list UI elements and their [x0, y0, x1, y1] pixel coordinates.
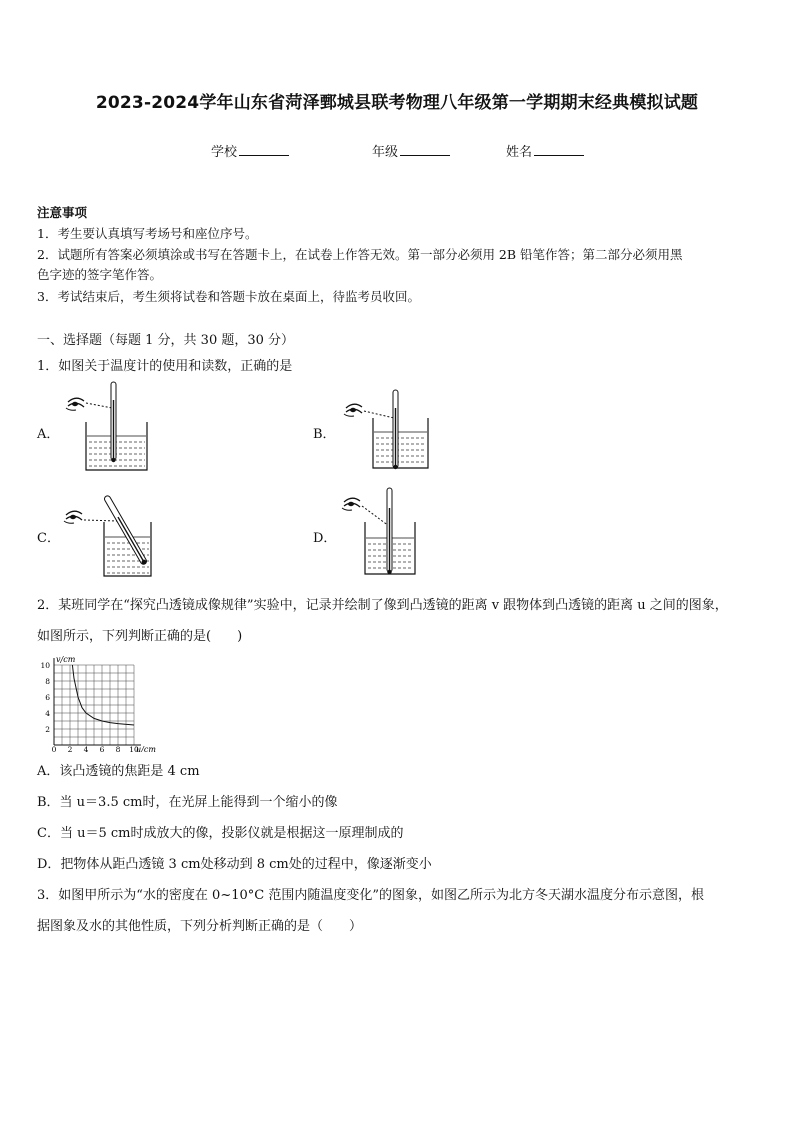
thermometer	[393, 390, 398, 469]
grade-field	[372, 141, 450, 160]
q2-option-b: B．当 u＝3.5 cm时，在光屏上能得到一个缩小的像	[37, 795, 338, 810]
eye-icon	[64, 511, 82, 523]
notice-item: 色字迹的签字笔作答。	[37, 267, 163, 282]
school-label: 学校	[211, 145, 238, 160]
name-blank	[534, 143, 584, 156]
name-field	[506, 141, 584, 160]
q3-stem-line2: 据图象及水的其他性质，下列分析判断正确的是（ ）	[37, 919, 363, 934]
eye-icon	[344, 404, 362, 416]
notice-heading: 注意事项	[37, 205, 88, 220]
notice-item: 3．考试结束后，考生须将试卷和答题卡放在桌面上，待监考员收回。	[37, 289, 420, 304]
eye-icon	[342, 498, 360, 510]
q3-stem-line1: 3．如图甲所示为“水的密度在 0~10°C 范围内随温度变化”的图象，如图乙所示为北方冬天湖水温度分布示意图，根	[37, 888, 704, 903]
thermometer	[387, 488, 392, 574]
beaker	[373, 418, 428, 468]
grade-blank	[400, 143, 450, 156]
q2-option-d: D．把物体从距凸透镜 3 cm处移动到 8 cm处的过程中，像逐渐变小	[37, 857, 432, 872]
q2-option-a: A．该凸透镜的焦距是 4 cm	[37, 764, 200, 779]
chart-xlabel: u/cm	[136, 745, 156, 752]
q2-chart	[36, 645, 161, 752]
q2-option-c: C．当 u＝5 cm时成放大的像，投影仪就是根据这一原理制成的	[37, 826, 404, 841]
eye-icon	[66, 398, 84, 410]
thermometer-figure-b	[340, 388, 440, 473]
q2-stem-line2: 如图所示，下列判断正确的是( )	[37, 629, 243, 644]
notice-item: 2．试题所有答案必须填涂或书写在答题卡上，在试卷上作答无效。第一部分必须用 2B 铅笔作答；第二部分必须用黑	[37, 247, 683, 262]
name-label: 姓名	[506, 145, 533, 160]
chart-x-tick-label: 4	[83, 745, 89, 752]
chart-series-curve	[72, 665, 134, 725]
q1-option-a-label: A．	[37, 427, 60, 442]
thermometer-figure-c	[60, 490, 160, 580]
chart-x-tick-label: 2	[67, 745, 73, 752]
chart-ylabel: v/cm	[56, 655, 76, 664]
q1-option-c-label: C．	[37, 531, 60, 546]
chart-x-tick-label: 6	[99, 745, 105, 752]
chart-y-tick-label: 8	[45, 677, 50, 686]
chart-x-tick-label: 10	[129, 745, 139, 752]
chart-y-tick-label: 6	[45, 693, 50, 702]
section-heading: 一、选择题（每题 1 分，共 30 题，30 分）	[37, 333, 295, 348]
chart-y-tick-label: 4	[45, 709, 50, 718]
chart-x-tick-label: 8	[115, 745, 121, 752]
exam-title: 2023-2024学年山东省菏泽鄄城县联考物理八年级第一学期期末经典模拟试题	[95, 93, 699, 113]
school-blank	[239, 143, 289, 156]
chart-y-tick-label: 2	[45, 725, 50, 734]
q1-stem: 1．如图关于温度计的使用和读数，正确的是	[37, 359, 293, 374]
school-field	[211, 141, 289, 160]
thermometer	[103, 495, 147, 566]
q2-stem-line1: 2．某班同学在“探究凸透镜成像规律”实验中，记录并绘制了像到凸透镜的距离 v 跟物体到凸透镜的距离 u 之间的图象，	[37, 598, 728, 613]
chart-x-tick-label: 0	[51, 745, 57, 752]
q1-option-d-label: D．	[313, 531, 337, 546]
grade-label: 年级	[372, 145, 399, 160]
thermometer-figure-a	[60, 378, 170, 473]
chart-y-tick-label: 10	[40, 661, 50, 670]
notice-item: 1．考生要认真填写考场号和座位序号。	[37, 226, 258, 241]
thermometer	[111, 382, 116, 462]
thermometer-figure-d	[340, 486, 430, 578]
q1-option-b-label: B．	[313, 427, 336, 442]
